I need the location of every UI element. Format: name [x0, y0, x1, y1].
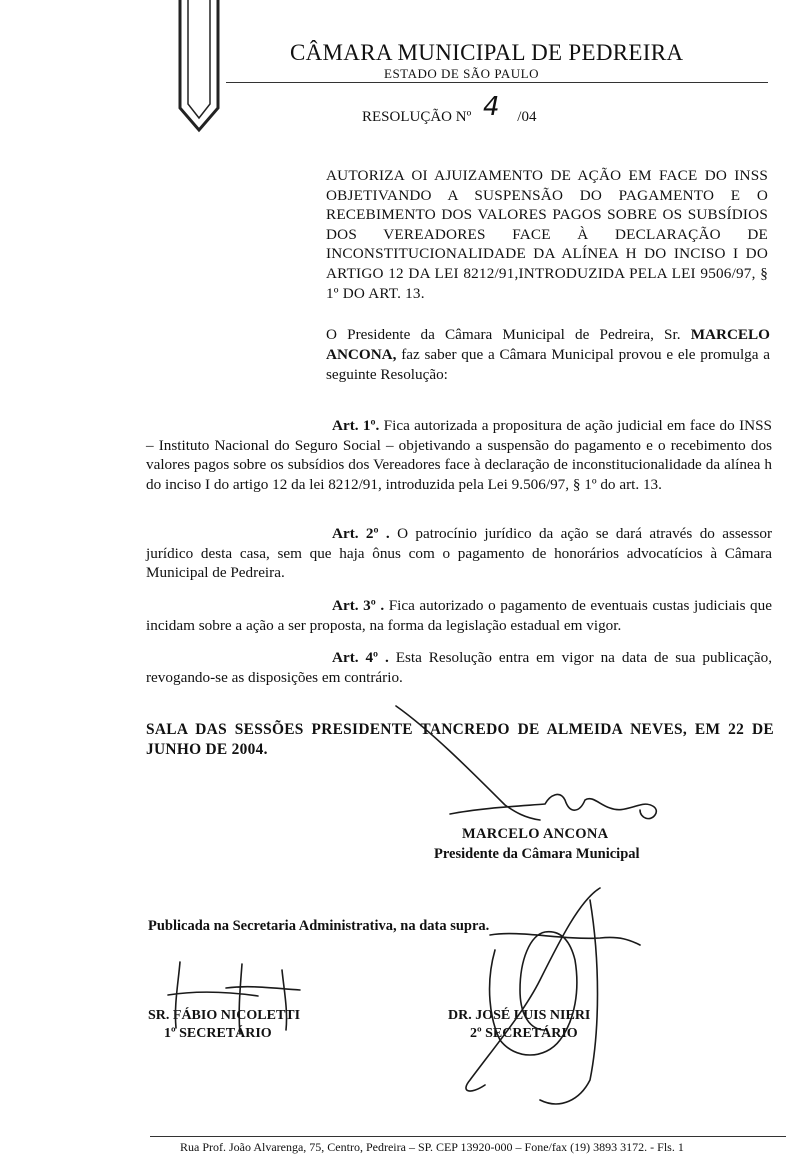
seal-ribbon-graphic: [166, 0, 232, 140]
chamber-title: CÂMARA MUNICIPAL DE PEDREIRA: [290, 40, 684, 65]
resolution-number: [362, 92, 537, 128]
preamble-before: O Presidente da Câmara Municipal de Pedreira, Sr.: [326, 326, 681, 343]
article-2: [146, 524, 772, 583]
article-3-text: Fica autorizado o pagamento de eventuais custas judiciais que incidam sobre a ação a ser proposta, na forma da legislação estadual em vigor.: [146, 597, 772, 634]
president-name-inline: MARCELO ANCONA,: [326, 326, 770, 363]
footer-divider: [150, 1136, 786, 1137]
article-4-text: Esta Resolução entra em vigor na data de sua publicação, revogando-se as disposições em contrário.: [146, 649, 772, 686]
article-4: [146, 648, 772, 687]
header-divider: [226, 82, 768, 83]
article-3-label: Art. 3º .: [332, 597, 385, 614]
secretary-1-name: SR. FÁBIO NICOLETTI: [148, 1008, 301, 1023]
article-1-text: Fica autorizada a propositura de ação judicial em face do INSS – Instituto Nacional do Seguro Social – objetivando a suspensão do pagamento e o recebimento dos valores pagos sobre os subsídios dos Vereadores face à declaração de inconstitucionalidade da alínea h do inciso I do artigo 12 da lei 8212/91, introduzida pela Lei 9.506/97, § 1º do art. 13.: [146, 417, 772, 493]
article-3: [146, 596, 772, 635]
secretary-2-signature: [466, 888, 640, 1104]
resolution-prefix: RESOLUÇÃO Nº: [362, 109, 472, 125]
preamble: [326, 325, 770, 384]
secretary-1-role: 1º SECRETÁRIO: [164, 1026, 272, 1041]
resolution-handwritten-number: 4: [483, 92, 500, 122]
secretary-2-role: 2º SECRETÁRIO: [470, 1026, 578, 1041]
publication-note: Publicada na Secretaria Administrativa, na data supra.: [148, 918, 490, 934]
article-1-label: Art. 1º.: [332, 417, 380, 434]
footer-address: Rua Prof. João Alvarenga, 75, Centro, Pedreira – SP. CEP 13920-000 – Fone/fax (19) 3893 3172. - Fls. 1: [180, 1140, 684, 1154]
state-subtitle: ESTADO DE SÃO PAULO: [384, 66, 539, 81]
resolution-year: /04: [517, 109, 537, 125]
secretary-2-name: DR. JOSÉ LUIS NIERI: [448, 1008, 591, 1023]
article-2-text: O patrocínio jurídico da ação se dará através do assessor jurídico desta casa, sem que haja ônus com o pagamento de honorários advocatícios à Câmara Municipal de Pedreira.: [146, 525, 773, 582]
article-4-label: Art. 4º .: [332, 649, 389, 666]
president-role: Presidente da Câmara Municipal: [434, 846, 640, 862]
article-2-label: Art. 2º .: [332, 525, 390, 542]
session-closing: SALA DAS SESSÕES PRESIDENTE TANCREDO DE ALMEIDA NEVES, EM 22 DE JUNHO DE 2004.: [146, 721, 774, 758]
president-name: MARCELO ANCONA: [462, 826, 609, 842]
resolution-summary: AUTORIZA OI AJUIZAMENTO DE AÇÃO EM FACE DO INSS OBJETIVANDO A SUSPENSÃO DO PAGAMENTO E O RECEBIMENTO DOS VALORES PAGOS SOBRE OS SUBSÍDIOS DOS VEREADORES FACE À DECLARAÇÃO DE INCONSTITUCIONALIDADE DA ALÍNEA H DO INCISO I DO ARTIGO 12 DA LEI 8212/91,INTRODUZIDA PELA LEI 9506/97, § 1º DO ART. 13.: [326, 167, 768, 302]
article-1: [146, 416, 772, 494]
preamble-after: faz saber que a Câmara Municipal provou e ele promulga a seguinte Resolução:: [326, 345, 770, 383]
